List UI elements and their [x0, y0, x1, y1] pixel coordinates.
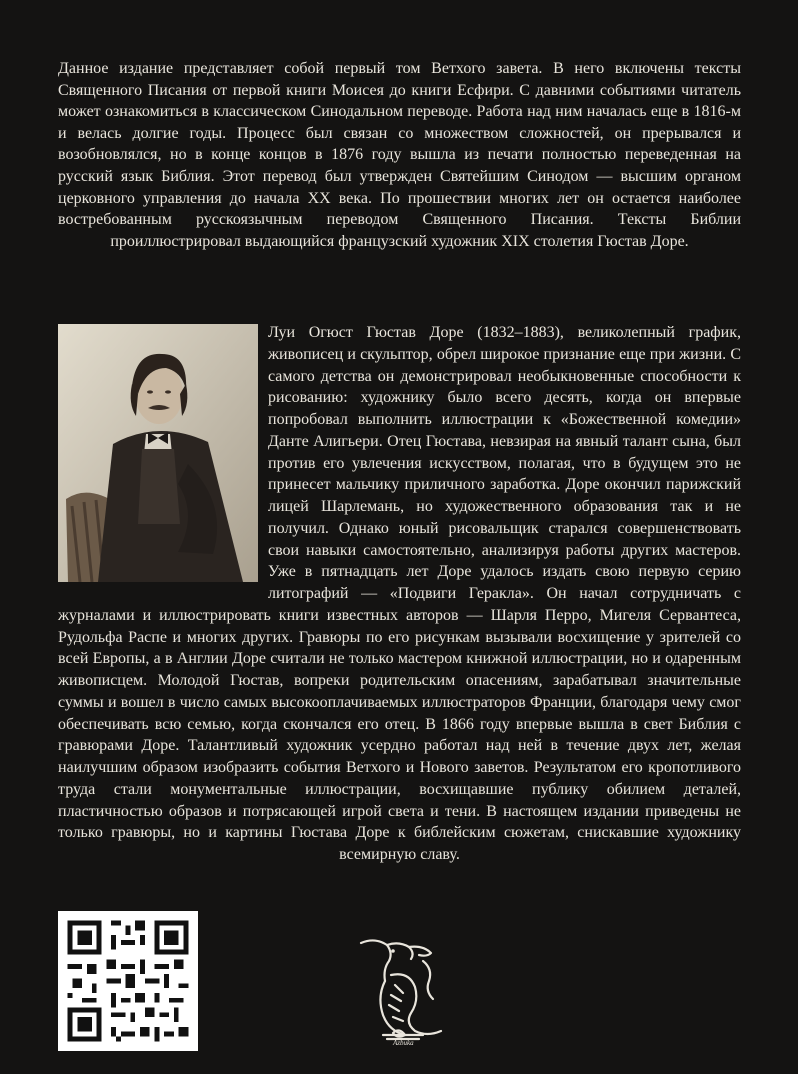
biography-block — [58, 322, 741, 866]
biography-text: Луи Огюст Гюстав Доре (1832–1883), великолепный график, живописец и скульптор, обрел широкое признание еще при жизни. С самого детства он демонстрировал необыкновенные способности к рисованию: художнику было всего десять, когда он впервые попробовал выполнить иллюстрации к «Божественной комедии» Данте Алигьери. Отец Гюстава, невзирая на явный талант сына, был против его увлечения искусством, полагая, что в будущем это не принесет мальчику приличного заработка. Доре окончил парижский лицей Шарлемань, но художественного образования так и не получил. Однако юный рисовальщик старался совершенствовать свои навыки самостоятельно, анализируя работы других мастеров. Уже в пятнадцать лет Доре удалось издать свою первую серию литографий — «Подвиги Геракла». Он начал сотрудничать с журналами и иллюстрировать книги известных авторов — Шарля Перро, Мигеля Сервантеса, Рудольфа Распе и многих других. Гравюры по его рисункам вызывали восхищение у зрителей со всей Европы, а в Англии Доре считали не только мастером книжной иллюстрации, но и одаренным живописцем. Молодой Гюстав, вопреки родительским опасениям, зарабатывал значительные суммы и вошел в число самых высокооплачиваемых иллюстраторов Франции, благодаря чему смог обеспечивать всю семью, когда скончался его отец. В 1866 году впервые вышла в свет Библия с гравюрами Доре. Талантливый художник усердно работал над ней в течение двух лет, желая наилучшим образом изобразить события Ветхого и Нового заветов. Результатом его кропотливого труда стали монументальные иллюстрации, восхищавшие публику обилием деталей, пластичностью образов и потрясающей игрой света и тени. В настоящем издании приведены не только гравюры, но и картины Гюстава Доре к библейским сюжетам, снискавшие художнику всемирную славу. — [58, 324, 741, 863]
dragon-emblem-icon — [353, 935, 453, 1047]
svg-text:Azbuka: Azbuka — [393, 1039, 414, 1047]
intro-paragraph: Данное издание представляет собой первый том Ветхого завета. В него включены тексты Священного Писания от первой книги Моисея до книги Есфири. С давними событиями читатель может ознакомиться в классическом Синодальном переводе. Работа над ним началась еще в 1816-м и велась долгие годы. Процесс был связан со множеством сложностей, он прерывался и возобновлялся, но в конце концов в 1876 году вышла из печати полностью переведенная на русский язык Библия. Этот перевод был утвержден Святейшим Синодом — высшим органом церковного управления до начала XX века. По прошествии многих лет он остается наиболее востребованным русскоязычным переводом Священного Писания. Тексты Библии проиллюстрировал выдающийся французский художник XIX столетия Гюстав Доре. — [58, 60, 741, 250]
qr-code-icon — [58, 911, 198, 1051]
portrait-photo — [58, 324, 258, 582]
